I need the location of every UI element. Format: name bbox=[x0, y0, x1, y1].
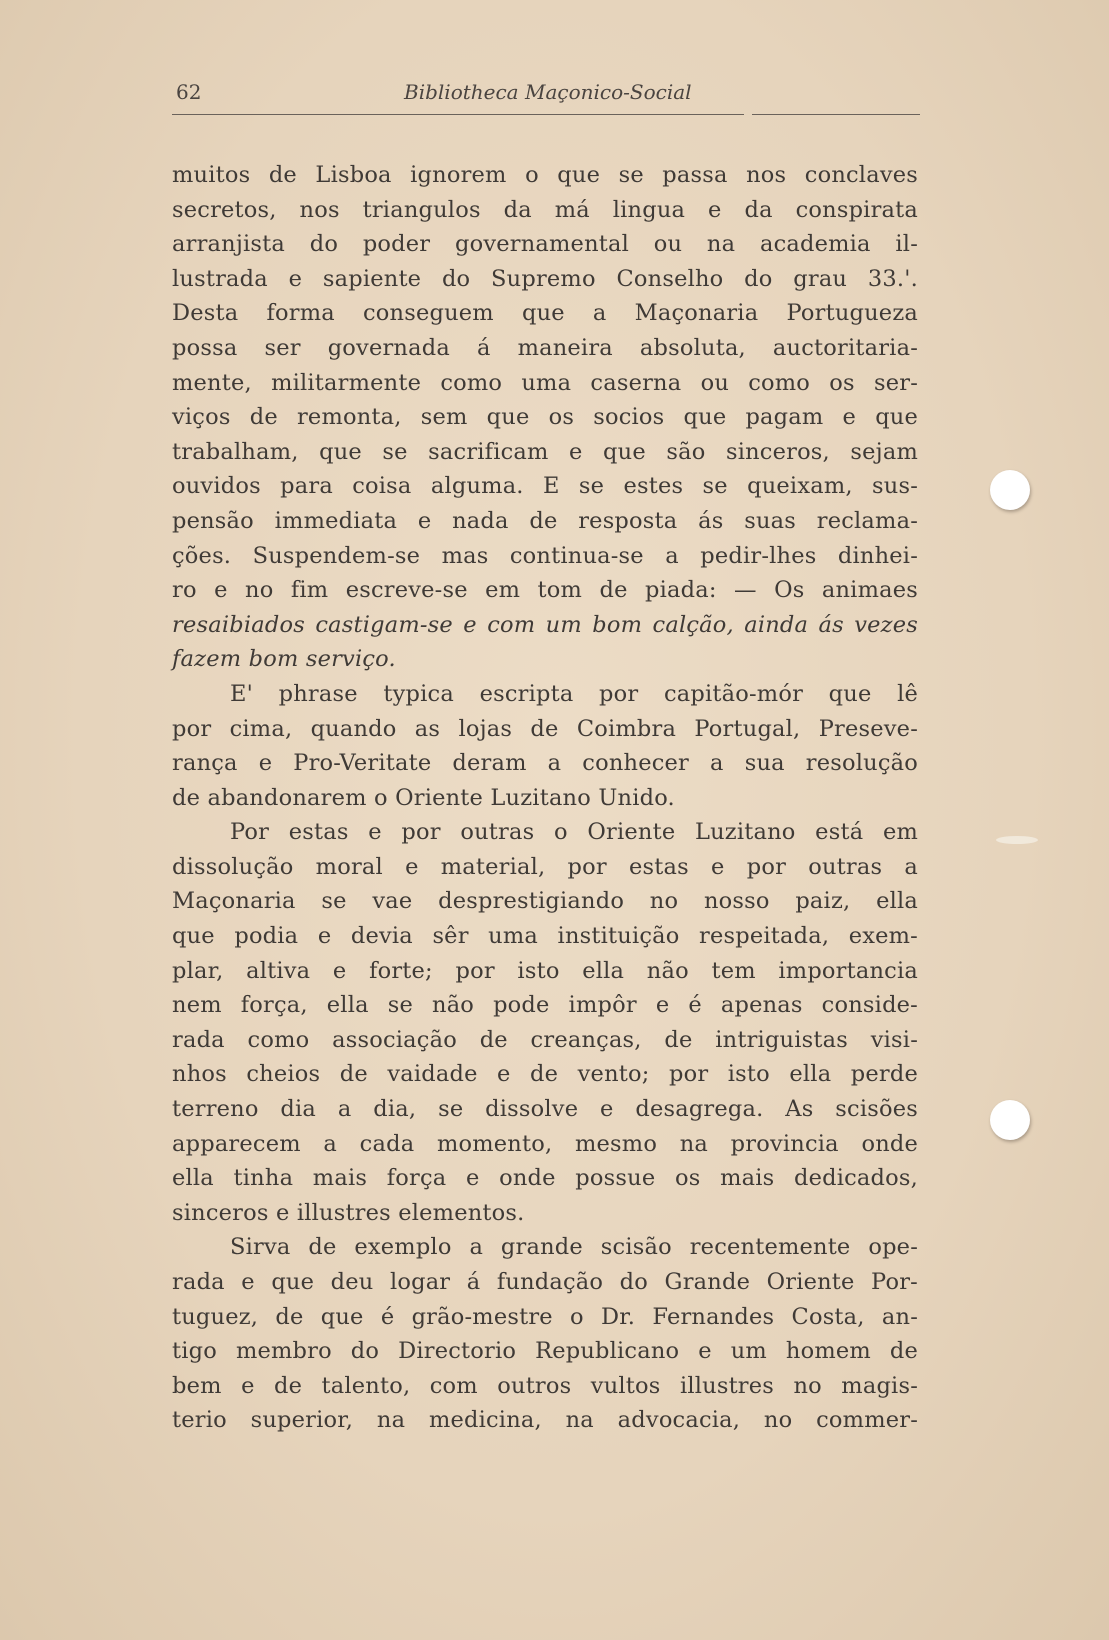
text-line: viços de remonta, sem que os socios que pagam e que bbox=[172, 404, 918, 431]
text-line: rada como associação de creanças, de intriguistas visi- bbox=[172, 1026, 918, 1053]
text-line: tigo membro do Directorio Republicano e um homem de bbox=[172, 1338, 918, 1365]
text-line: trabalham, que se sacrificam e que são sinceros, sejam bbox=[172, 438, 918, 465]
punch-hole bbox=[990, 470, 1030, 510]
text-line: Desta forma conseguem que a Maçonaria Portugueza bbox=[172, 300, 918, 327]
text-line: possa ser governada á maneira absoluta, auctoritaria- bbox=[172, 334, 918, 361]
text-line: fazem bom serviço. bbox=[172, 646, 396, 673]
text-line: nem força, ella se não pode impôr e é apenas conside- bbox=[172, 992, 918, 1019]
text-line: secretos, nos triangulos da má lingua e da conspirata bbox=[172, 196, 918, 223]
text-line: mente, militarmente como uma caserna ou como os ser- bbox=[172, 369, 918, 396]
text-line: por cima, quando as lojas de Coimbra Portugal, Preseve- bbox=[172, 715, 918, 742]
text-line: ouvidos para coisa alguma. E se estes se queixam, sus- bbox=[172, 473, 918, 500]
text-line: rada e que deu logar á fundação do Grande Oriente Por- bbox=[172, 1269, 918, 1295]
text-line: pensão immediata e nada de resposta ás suas reclama- bbox=[172, 507, 918, 534]
text-line: Por estas e por outras o Oriente Luzitano está em bbox=[230, 819, 918, 846]
text-line: Maçonaria se vae desprestigiando no nosso paiz, ella bbox=[172, 888, 918, 915]
text-line: ella tinha mais força e onde possue os mais dedicados, bbox=[172, 1165, 918, 1192]
text-line: de abandonarem o Oriente Luzitano Unido. bbox=[172, 784, 675, 811]
text-line: apparecem a cada momento, mesmo na provincia onde bbox=[172, 1130, 918, 1157]
header-rule bbox=[752, 114, 920, 115]
text-line: bem e de talento, com outros vultos illustres no magis- bbox=[172, 1372, 918, 1399]
text-line: resaibiados castigam-se e com um bom calção, ainda ás vezes bbox=[172, 611, 918, 638]
text-line: rança e Pro-Veritate deram a conhecer a sua resolução bbox=[172, 750, 918, 777]
punch-hole bbox=[990, 1100, 1030, 1140]
text-line: E' phrase typica escripta por capitão-mór que lê bbox=[230, 680, 918, 707]
text-line: arranjista do poder governamental ou na academia il- bbox=[172, 231, 918, 258]
text-line: plar, altiva e forte; por isto ella não tem importancia bbox=[172, 957, 918, 984]
header-rule bbox=[172, 114, 744, 115]
text-line: ções. Suspendem-se mas continua-se a pedir-lhes dinhei- bbox=[172, 542, 918, 569]
running-title: Bibliotheca Maçonico-Social bbox=[404, 80, 692, 104]
paper-stain bbox=[996, 836, 1038, 844]
text-line: ro e no fim escreve-se em tom de piada: — Os animaes bbox=[172, 577, 918, 604]
text-line: nhos cheios de vaidade e de vento; por isto ella perde bbox=[172, 1061, 918, 1088]
text-line: lustrada e sapiente do Supremo Conselho do grau 33.'. bbox=[172, 265, 918, 292]
text-line: terio superior, na medicina, na advocacia, no commer- bbox=[172, 1407, 918, 1434]
text-line: Sirva de exemplo a grande scisão recentemente ope- bbox=[230, 1234, 918, 1261]
text-line: tuguez, de que é grão-mestre o Dr. Fernandes Costa, an- bbox=[172, 1303, 918, 1330]
text-line: terreno dia a dia, se dissolve e desagrega. As scisões bbox=[172, 1096, 918, 1123]
text-line: dissolução moral e material, por estas e por outras a bbox=[172, 853, 918, 880]
page-number: 62 bbox=[176, 80, 202, 104]
page-header bbox=[172, 80, 922, 110]
text-line: muitos de Lisboa ignorem o que se passa nos conclaves bbox=[172, 162, 918, 188]
text-line: sinceros e illustres elementos. bbox=[172, 1199, 525, 1226]
text-line: que podia e devia sêr uma instituição respeitada, exem- bbox=[172, 923, 918, 950]
body-text bbox=[172, 158, 918, 1438]
